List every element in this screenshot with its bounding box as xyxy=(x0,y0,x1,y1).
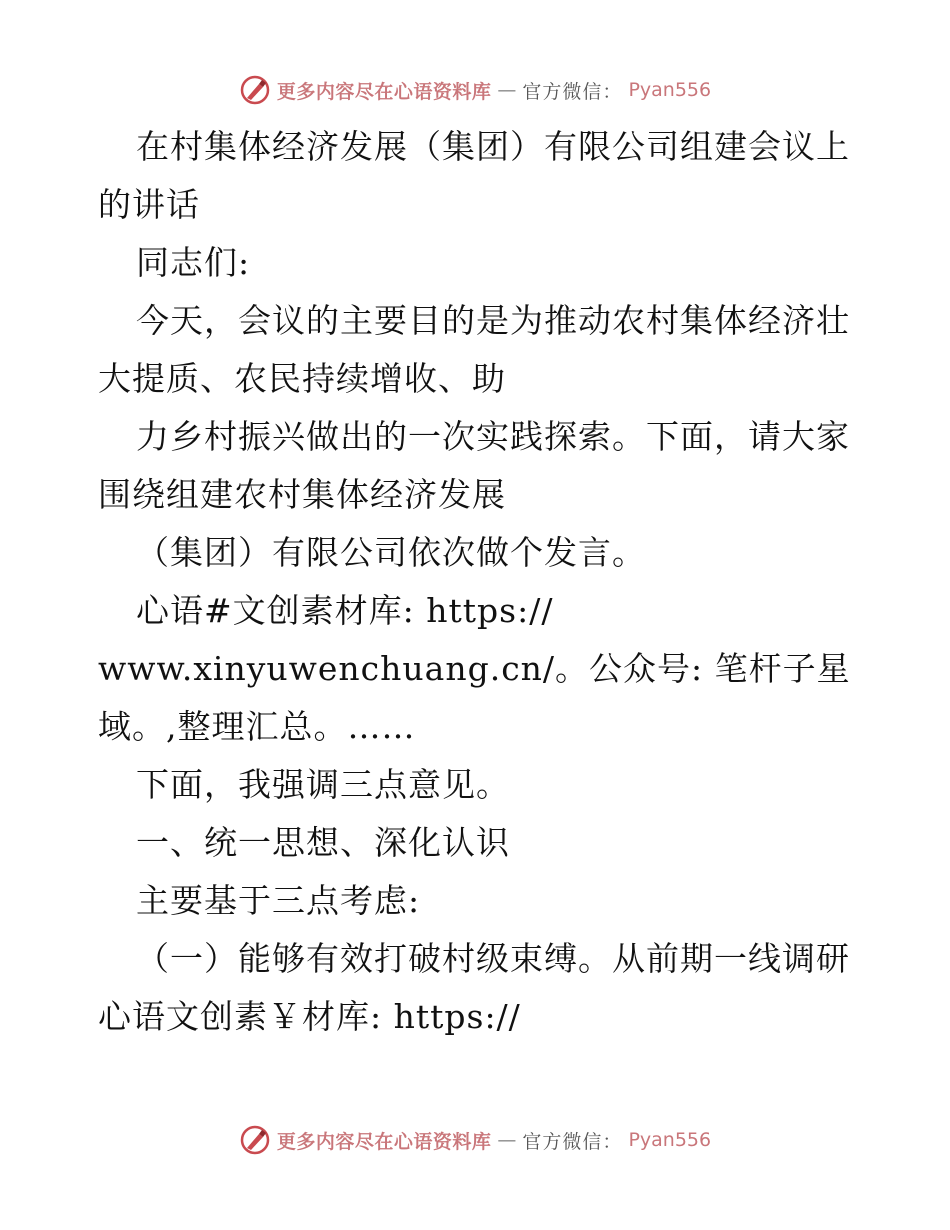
text-line: www.xinyuwenchuang.cn/。公众号: 笔杆子星 xyxy=(98,649,851,688)
banner-official-label: 官方微信： xyxy=(522,80,623,103)
banner-dash: — xyxy=(497,79,517,101)
text-line: 心语#文创素材库: https:// xyxy=(136,591,554,630)
pen-logo-icon xyxy=(239,1124,271,1156)
text-line: 力乡村振兴做出的一次实践探索。下面，请大家 xyxy=(136,417,850,456)
text-line: 同志们: xyxy=(136,243,251,282)
document-body xyxy=(98,118,858,1046)
text-line: 的讲话 xyxy=(98,185,200,224)
header-watermark-banner xyxy=(0,70,950,110)
banner-official-label: 官方微信： xyxy=(522,1130,623,1153)
pen-logo-icon xyxy=(239,74,271,106)
text-line: 今天，会议的主要目的是为推动农村集体经济壮 xyxy=(136,301,850,340)
text-line: 大提质、农民持续增收、助 xyxy=(98,359,506,398)
text-line: （集团）有限公司依次做个发言。 xyxy=(136,533,646,572)
text-line: 一、统一思想、深化认识 xyxy=(136,823,510,862)
text-line: （一）能够有效打破村级束缚。从前期一线调研 xyxy=(136,939,850,978)
text-line: 在村集体经济发展（集团）有限公司组建会议上 xyxy=(136,127,850,166)
banner-wechat-id: Pyan556 xyxy=(628,79,712,101)
text-line: 心语文创素￥材库: https:// xyxy=(98,997,521,1036)
banner-wechat-id: Pyan556 xyxy=(628,1129,712,1151)
text-line: 下面，我强调三点意见。 xyxy=(136,765,510,804)
banner-dash: — xyxy=(497,1129,517,1151)
banner-main-text: 更多内容尽在心语资料库 xyxy=(276,80,492,103)
text-line: 主要基于三点考虑: xyxy=(136,881,421,920)
banner-main-text: 更多内容尽在心语资料库 xyxy=(276,1130,492,1153)
text-line: 域。,整理汇总。…… xyxy=(98,707,416,746)
text-line: 围绕组建农村集体经济发展 xyxy=(98,475,506,514)
footer-watermark-banner xyxy=(0,1120,950,1160)
